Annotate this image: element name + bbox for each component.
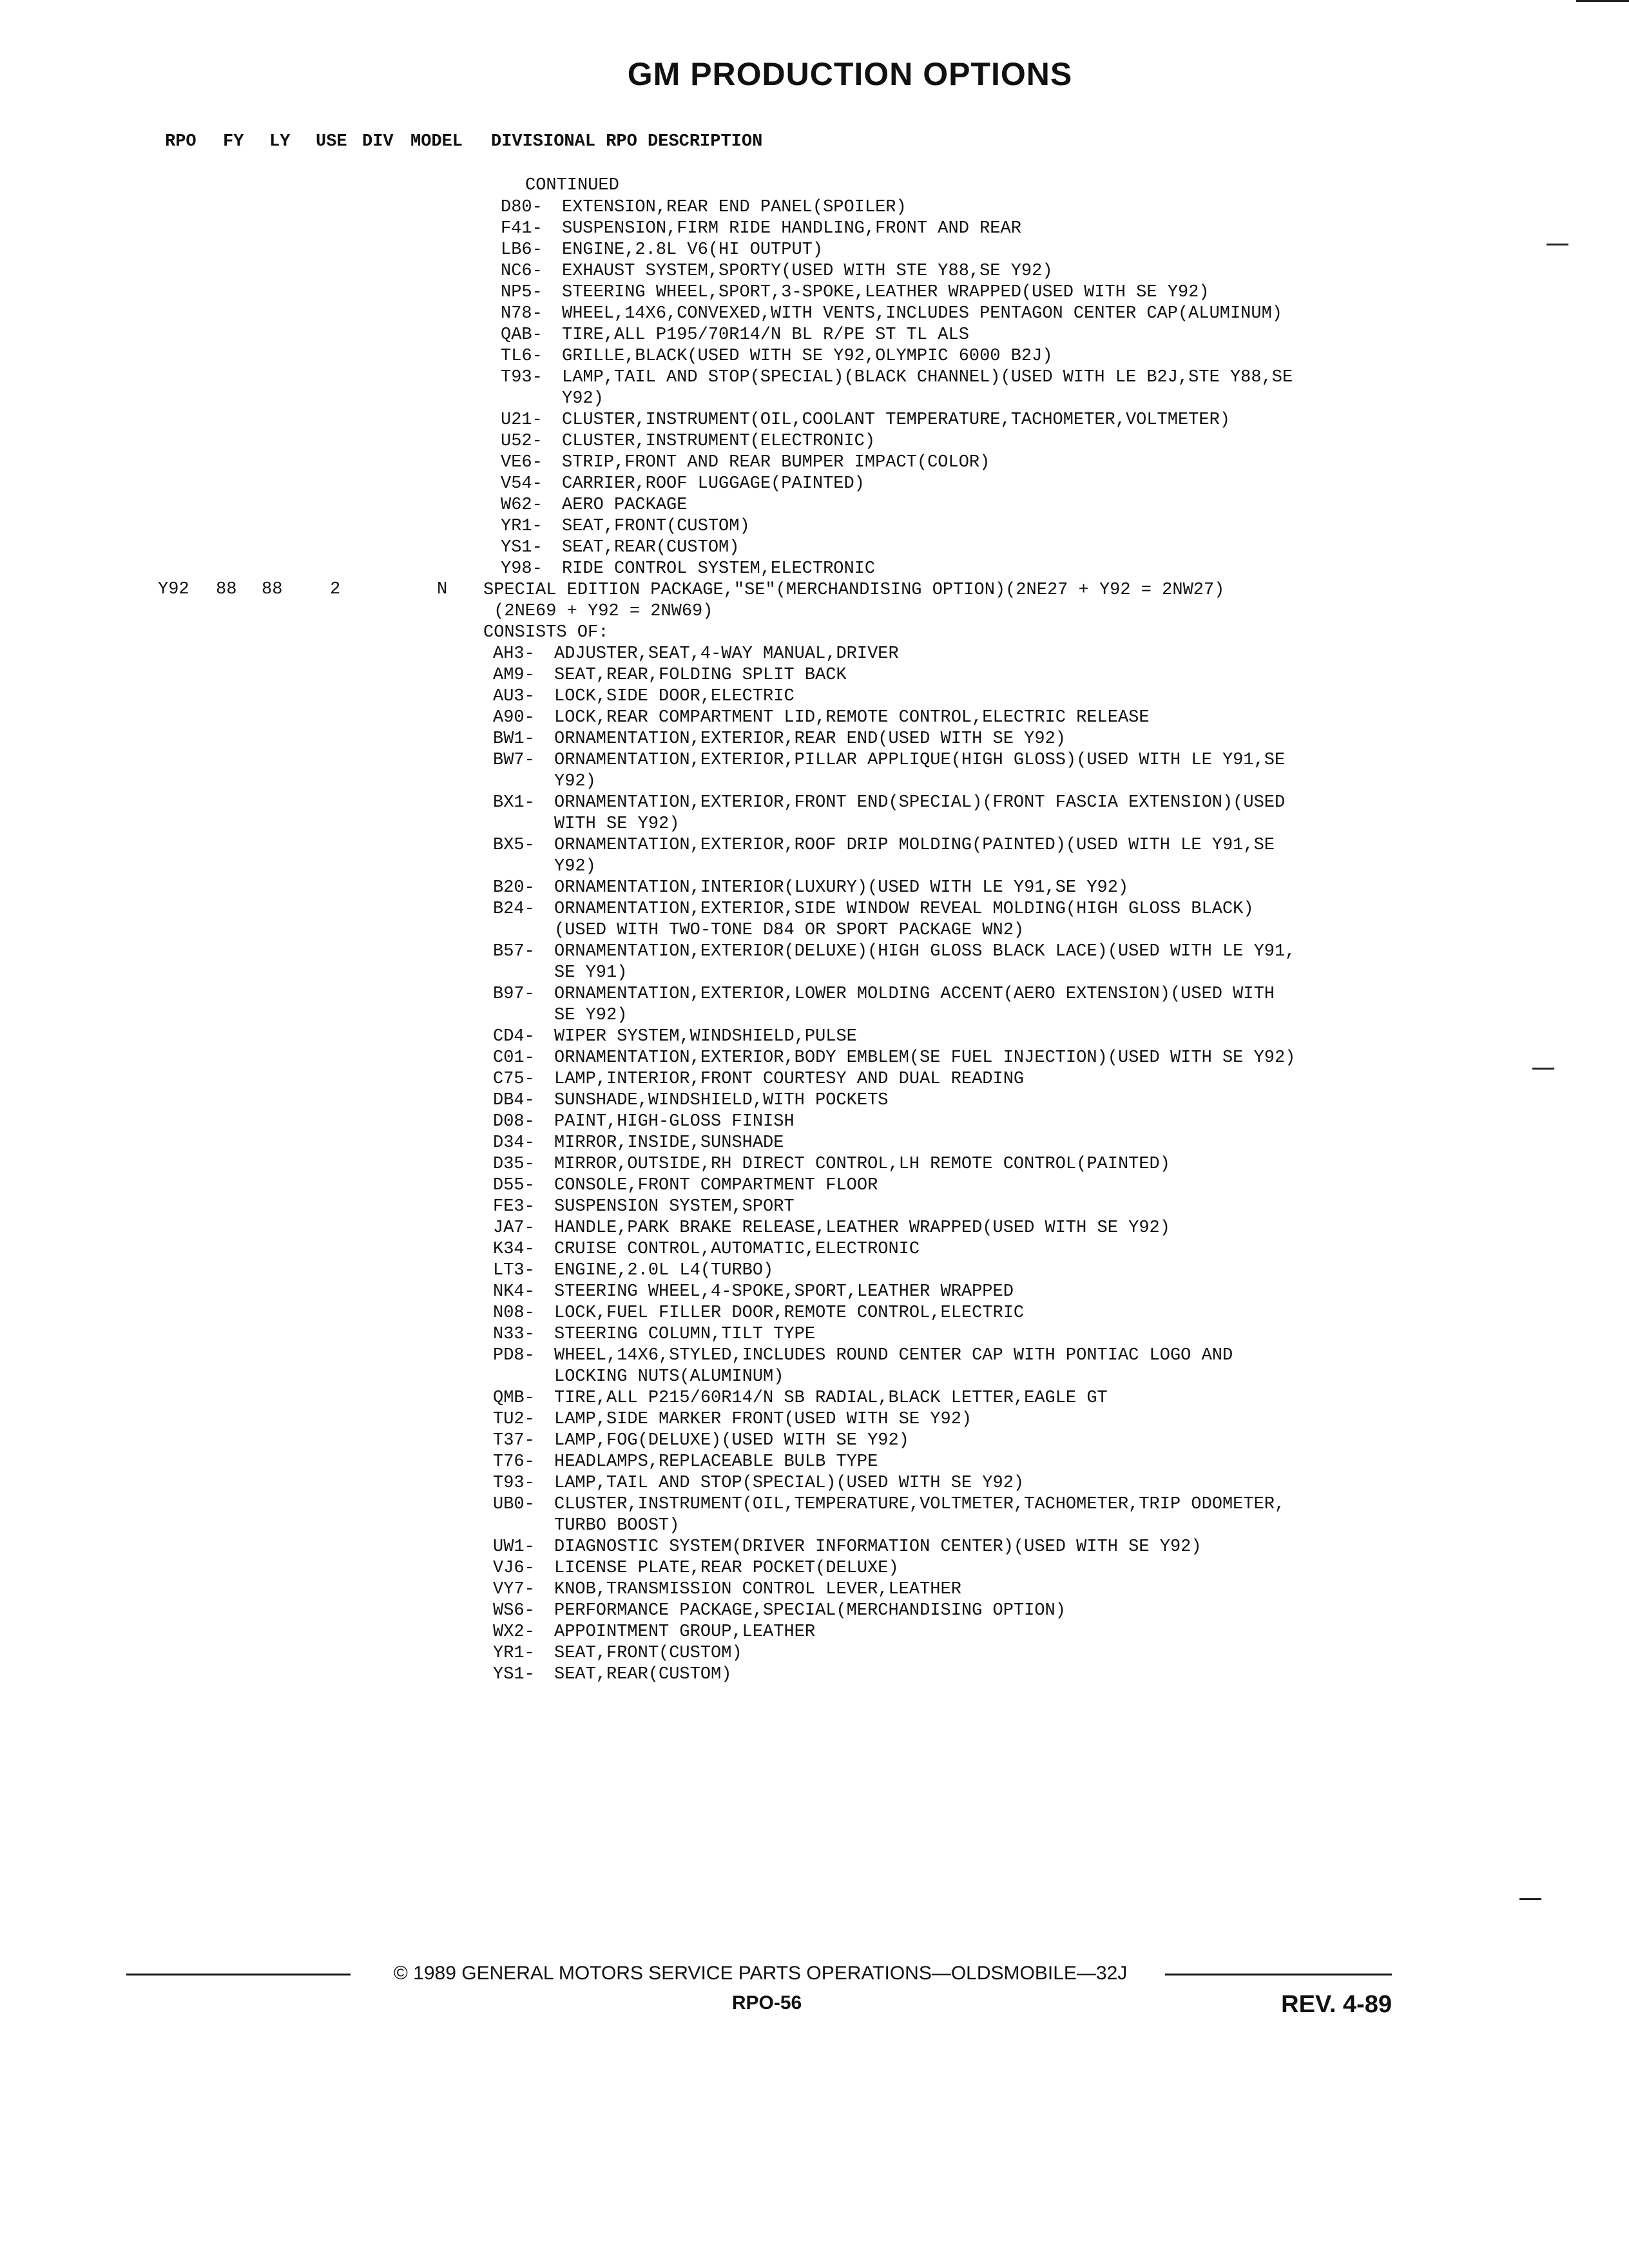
column-header-description: DIVISIONAL RPO DESCRIPTION [491, 132, 763, 151]
rpo-code: BW7- [493, 751, 535, 770]
consists-list [493, 644, 1411, 1686]
rpo-code: B20- [493, 878, 535, 898]
list-item [493, 1324, 1411, 1345]
list-item [493, 1622, 1411, 1643]
rpo-description: TIRE,ALL P215/60R14/N SB RADIAL,BLACK LETTER,EAGLE GT [554, 1389, 1108, 1408]
rpo-description: ENGINE,2.0L L4(TURBO) [554, 1261, 774, 1280]
rpo-code: AH3- [493, 644, 535, 664]
list-item [493, 1430, 1411, 1452]
rpo-description: DIAGNOSTIC SYSTEM(DRIVER INFORMATION CENTER)(USED WITH SE Y92) [554, 1537, 1202, 1557]
rpo-description: ORNAMENTATION,EXTERIOR(DELUXE)(HIGH GLOSS BLACK LACE)(USED WITH LE Y91, [554, 942, 1296, 961]
list-item [493, 1303, 1411, 1324]
footer-copyright: © 1989 GENERAL MOTORS SERVICE PARTS OPERATIONS—OLDSMOBILE—32J [393, 1963, 1128, 1984]
edge-mark [1547, 244, 1568, 245]
rpo-description: LOCK,REAR COMPARTMENT LID,REMOTE CONTROL,ELECTRIC RELEASE [554, 708, 1150, 727]
list-item [493, 793, 1411, 814]
edge-mark [1519, 1898, 1541, 1900]
rpo-code: YS1- [501, 538, 543, 557]
list-item [493, 1154, 1411, 1175]
rpo-code [493, 1005, 554, 1026]
rpo-code: D08- [493, 1112, 535, 1131]
list-item [501, 240, 1419, 261]
rpo-description: (USED WITH TWO-TONE D84 OR SPORT PACKAGE WN2) [554, 921, 1025, 940]
rpo-code: LT3- [493, 1261, 535, 1280]
list-item [501, 346, 1419, 367]
list-item [493, 707, 1411, 729]
rpo-code: QAB- [501, 325, 543, 345]
rpo-code: UW1- [493, 1537, 535, 1557]
list-item [501, 537, 1419, 559]
list-item [493, 1069, 1411, 1090]
rpo-description: ORNAMENTATION,EXTERIOR,ROOF DRIP MOLDING(PAINTED)(USED WITH LE Y91,SE [554, 836, 1275, 855]
rpo-description: ORNAMENTATION,EXTERIOR,PILLAR APPLIQUE(HIGH GLOSS)(USED WITH LE Y91,SE [554, 751, 1286, 770]
rpo-code: U52- [501, 432, 543, 451]
list-item [493, 1600, 1411, 1622]
page-title: GM PRODUCTION OPTIONS [627, 56, 1073, 92]
list-item [493, 963, 1411, 984]
list-item [501, 495, 1419, 516]
list-item [493, 1367, 1411, 1388]
rpo-code [493, 771, 554, 793]
rpo-description: GRILLE,BLACK(USED WITH SE Y92,OLYMPIC 6000 B2J) [562, 347, 1053, 366]
footer-rule-left [126, 1974, 351, 1975]
rpo-description: PAINT,HIGH-GLOSS FINISH [554, 1112, 795, 1131]
list-item [501, 474, 1419, 495]
rpo-description: ADJUSTER,SEAT,4-WAY MANUAL,DRIVER [554, 644, 899, 664]
rpo-description: ORNAMENTATION,INTERIOR(LUXURY)(USED WITH LE Y91,SE Y92) [554, 878, 1129, 898]
option-description-line: (2NE69 + Y92 = 2NW69) [483, 602, 713, 621]
rpo-description: CARRIER,ROOF LUGGAGE(PAINTED) [562, 474, 865, 494]
rpo-description: WIPER SYSTEM,WINDSHIELD,PULSE [554, 1027, 857, 1046]
rpo-description: ORNAMENTATION,EXTERIOR,SIDE WINDOW REVEAL MOLDING(HIGH GLOSS BLACK) [554, 899, 1254, 919]
rpo-code: BX5- [493, 836, 535, 855]
column-header-div: DIV [362, 132, 394, 151]
rpo-description: SE Y92) [554, 1006, 628, 1025]
list-item [493, 899, 1411, 920]
rpo-code: D55- [493, 1176, 535, 1195]
rpo-description: LAMP,FOG(DELUXE)(USED WITH SE Y92) [554, 1431, 909, 1450]
list-item [493, 1473, 1411, 1494]
rpo-code: T76- [493, 1452, 535, 1472]
list-item [493, 771, 1411, 793]
list-item [493, 920, 1411, 941]
list-item [493, 1558, 1411, 1579]
rpo-code: F41- [501, 219, 543, 238]
rpo-code: AM9- [493, 666, 535, 685]
rpo-description: SUSPENSION,FIRM RIDE HANDLING,FRONT AND REAR [562, 219, 1021, 238]
rpo-description: LAMP,TAIL AND STOP(SPECIAL)(BLACK CHANNEL)(USED WITH LE B2J,STE Y88,SE [562, 368, 1293, 387]
list-item [493, 856, 1411, 878]
list-item [493, 1409, 1411, 1430]
list-item [493, 1239, 1411, 1260]
option-description [483, 580, 1224, 644]
rpo-code: D80- [501, 198, 543, 217]
list-item [493, 665, 1411, 686]
list-item [501, 261, 1419, 282]
continued-label: CONTINUED [525, 176, 619, 195]
rpo-code [493, 920, 554, 941]
rpo-code: NP5- [501, 283, 543, 302]
edge-mark [1532, 1068, 1554, 1070]
column-header-ly: LY [269, 132, 291, 151]
list-item [501, 367, 1419, 389]
rpo-description: LAMP,TAIL AND STOP(SPECIAL)(USED WITH SE Y92) [554, 1474, 1025, 1493]
rpo-description: KNOB,TRANSMISSION CONTROL LEVER,LEATHER [554, 1580, 961, 1599]
list-item [493, 835, 1411, 856]
list-item [493, 814, 1411, 835]
rpo-description: Y92) [554, 857, 596, 876]
rpo-description: LAMP,INTERIOR,FRONT COURTESY AND DUAL READING [554, 1070, 1025, 1089]
list-item [493, 941, 1411, 963]
rpo-code: NC6- [501, 262, 543, 281]
rpo-code: AU3- [493, 687, 535, 706]
rpo-code: BW1- [493, 729, 535, 749]
rpo-description: TURBO BOOST) [554, 1516, 680, 1535]
rpo-description: ORNAMENTATION,EXTERIOR,REAR END(USED WITH SE Y92) [554, 729, 1066, 749]
rpo-code: D35- [493, 1155, 535, 1174]
rpo-code: K34- [493, 1240, 535, 1259]
rpo-description: Y92) [562, 389, 604, 408]
list-item [493, 1345, 1411, 1367]
column-header-fy: FY [223, 132, 244, 151]
rpo-description: STEERING WHEEL,4-SPOKE,SPORT,LEATHER WRAPPED [554, 1282, 1014, 1302]
rpo-code: YS1- [493, 1665, 535, 1684]
list-item [493, 750, 1411, 771]
rpo-description: APPOINTMENT GROUP,LEATHER [554, 1622, 816, 1642]
rpo-description: LOCKING NUTS(ALUMINUM) [554, 1367, 784, 1387]
rpo-description: SEAT,REAR(CUSTOM) [554, 1665, 732, 1684]
list-item [501, 325, 1419, 346]
rpo-code [493, 814, 554, 835]
list-item [493, 1494, 1411, 1515]
column-header-rpo: RPO [165, 132, 197, 151]
rpo-description: LOCK,FUEL FILLER DOOR,REMOTE CONTROL,ELECTRIC [554, 1303, 1025, 1323]
rpo-description: WHEEL,14X6,CONVEXED,WITH VENTS,INCLUDES PENTAGON CENTER CAP(ALUMINUM) [562, 304, 1282, 323]
list-item [493, 1133, 1411, 1154]
continued-list [501, 197, 1419, 580]
rpo-description: SE Y91) [554, 963, 628, 983]
list-item [493, 1048, 1411, 1069]
rpo-description: WITH SE Y92) [554, 814, 680, 834]
rpo-description: HEADLAMPS,REPLACEABLE BULB TYPE [554, 1452, 878, 1472]
rpo-description: Y92) [554, 772, 596, 791]
list-item [501, 197, 1419, 218]
list-item [493, 1026, 1411, 1048]
rpo-description: LOCK,SIDE DOOR,ELECTRIC [554, 687, 795, 706]
rpo-description: AERO PACKAGE [562, 495, 688, 515]
rpo-description: EXTENSION,REAR END PANEL(SPOILER) [562, 198, 907, 217]
rpo-code: JA7- [493, 1218, 535, 1238]
rpo-description: CLUSTER,INSTRUMENT(ELECTRONIC) [562, 432, 876, 451]
list-item [501, 218, 1419, 240]
rpo-code: T93- [501, 368, 543, 387]
rpo-code: FE3- [493, 1197, 535, 1216]
list-item [493, 644, 1411, 665]
option-div: 2 [330, 580, 341, 599]
rpo-code: PD8- [493, 1346, 535, 1365]
rpo-description: SEAT,REAR,FOLDING SPLIT BACK [554, 666, 847, 685]
rpo-code: YR1- [493, 1644, 535, 1663]
rpo-code: TL6- [501, 347, 543, 366]
rpo-description: STEERING COLUMN,TILT TYPE [554, 1325, 816, 1344]
rpo-code: V54- [501, 474, 543, 494]
list-item [501, 410, 1419, 431]
list-item [493, 1282, 1411, 1303]
rpo-code: N08- [493, 1303, 535, 1323]
list-item [493, 1388, 1411, 1409]
list-item [493, 1111, 1411, 1133]
rpo-code: VJ6- [493, 1559, 535, 1578]
rpo-code: B57- [493, 942, 535, 961]
rpo-description: ORNAMENTATION,EXTERIOR,FRONT END(SPECIAL)(FRONT FASCIA EXTENSION)(USED [554, 793, 1286, 812]
list-item [501, 516, 1419, 537]
list-item [493, 1218, 1411, 1239]
column-header-use: USE [316, 132, 347, 151]
rpo-description: ORNAMENTATION,EXTERIOR,BODY EMBLEM(SE FUEL INJECTION)(USED WITH SE Y92) [554, 1048, 1296, 1068]
rpo-description: HANDLE,PARK BRAKE RELEASE,LEATHER WRAPPED(USED WITH SE Y92) [554, 1218, 1170, 1238]
rpo-code: T37- [493, 1431, 535, 1450]
rpo-description: SUSPENSION SYSTEM,SPORT [554, 1197, 795, 1216]
rpo-code: D34- [493, 1133, 535, 1153]
list-item [493, 878, 1411, 899]
rpo-code: WX2- [493, 1622, 535, 1642]
rpo-code [493, 963, 554, 984]
rpo-code: UB0- [493, 1495, 535, 1514]
list-item [501, 431, 1419, 452]
list-item [501, 303, 1419, 325]
rpo-code [501, 389, 562, 410]
list-item [493, 1005, 1411, 1026]
rpo-code: NK4- [493, 1282, 535, 1302]
option-fy: 88 [216, 580, 237, 599]
rpo-code: VY7- [493, 1580, 535, 1599]
rpo-description: CRUISE CONTROL,AUTOMATIC,ELECTRONIC [554, 1240, 920, 1259]
rpo-code: LB6- [501, 240, 543, 260]
rpo-description: MIRROR,INSIDE,SUNSHADE [554, 1133, 784, 1153]
rpo-description: STEERING WHEEL,SPORT,3-SPOKE,LEATHER WRAPPED(USED WITH SE Y92) [562, 283, 1210, 302]
rpo-code: U21- [501, 410, 543, 430]
list-item [501, 389, 1419, 410]
list-item [493, 1515, 1411, 1537]
list-item [493, 1175, 1411, 1196]
rpo-code: B97- [493, 985, 535, 1004]
list-item [493, 1664, 1411, 1686]
rpo-description: CLUSTER,INSTRUMENT(OIL,TEMPERATURE,VOLTMETER,TACHOMETER,TRIP ODOMETER, [554, 1495, 1286, 1514]
rpo-description: STRIP,FRONT AND REAR BUMPER IMPACT(COLOR) [562, 453, 990, 472]
rpo-code: C75- [493, 1070, 535, 1089]
column-header-model: MODEL [410, 132, 463, 151]
rpo-code [493, 1515, 554, 1537]
rpo-description: CONSOLE,FRONT COMPARTMENT FLOOR [554, 1176, 878, 1195]
column-headers [0, 132, 1629, 158]
footer-revision: REV. 4-89 [1281, 1991, 1392, 2018]
list-item [493, 729, 1411, 750]
footer-page-number: RPO-56 [731, 1992, 802, 2013]
rpo-code: WS6- [493, 1601, 535, 1620]
option-rpo: Y92 [158, 580, 189, 599]
list-item [493, 1452, 1411, 1473]
rpo-description: TIRE,ALL P195/70R14/N BL R/PE ST TL ALS [562, 325, 969, 345]
rpo-code [493, 856, 554, 878]
rpo-code: QMB- [493, 1389, 535, 1408]
rpo-code: B24- [493, 899, 535, 919]
rpo-code: N33- [493, 1325, 535, 1344]
list-item [493, 984, 1411, 1005]
rpo-description: SEAT,FRONT(CUSTOM) [554, 1644, 742, 1663]
option-description-line: CONSISTS OF: [483, 623, 609, 642]
rpo-description: SEAT,REAR(CUSTOM) [562, 538, 740, 557]
rpo-code: A90- [493, 708, 535, 727]
rpo-description: CLUSTER,INSTRUMENT(OIL,COOLANT TEMPERATURE,TACHOMETER,VOLTMETER) [562, 410, 1230, 430]
rpo-code: N78- [501, 304, 543, 323]
list-item [493, 1196, 1411, 1218]
rpo-code [493, 1367, 554, 1388]
option-model: N [437, 580, 448, 599]
rpo-code: BX1- [493, 793, 535, 812]
rpo-code: C01- [493, 1048, 535, 1068]
rpo-description: EXHAUST SYSTEM,SPORTY(USED WITH STE Y88,SE Y92) [562, 262, 1053, 281]
rpo-code: CD4- [493, 1027, 535, 1046]
rpo-description: PERFORMANCE PACKAGE,SPECIAL(MERCHANDISING OPTION) [554, 1601, 1066, 1620]
rpo-description: WHEEL,14X6,STYLED,INCLUDES ROUND CENTER CAP WITH PONTIAC LOGO AND [554, 1346, 1233, 1365]
rpo-description: MIRROR,OUTSIDE,RH DIRECT CONTROL,LH REMOTE CONTROL(PAINTED) [554, 1155, 1170, 1174]
rpo-description: RIDE CONTROL SYSTEM,ELECTRONIC [562, 559, 876, 579]
rpo-code: TU2- [493, 1410, 535, 1429]
option-description-line: SPECIAL EDITION PACKAGE,"SE"(MERCHANDISING OPTION)(2NE27 + Y92 = 2NW27) [483, 581, 1225, 600]
edge-mark [1576, 0, 1629, 2]
rpo-code: YR1- [501, 517, 543, 536]
list-item [493, 1260, 1411, 1282]
option-ly: 88 [262, 580, 283, 599]
list-item [493, 1537, 1411, 1558]
rpo-description: LAMP,SIDE MARKER FRONT(USED WITH SE Y92) [554, 1410, 972, 1429]
list-item [493, 1090, 1411, 1111]
rpo-code: Y98- [501, 559, 543, 579]
list-item [493, 1579, 1411, 1600]
rpo-description: SEAT,FRONT(CUSTOM) [562, 517, 750, 536]
footer-rule-right [1165, 1974, 1392, 1975]
rpo-description: ORNAMENTATION,EXTERIOR,LOWER MOLDING ACCENT(AERO EXTENSION)(USED WITH [554, 985, 1275, 1004]
rpo-code: DB4- [493, 1091, 535, 1110]
list-item [493, 1643, 1411, 1664]
rpo-code: W62- [501, 495, 543, 515]
rpo-description: ENGINE,2.8L V6(HI OUTPUT) [562, 240, 824, 260]
rpo-description: LICENSE PLATE,REAR POCKET(DELUXE) [554, 1559, 899, 1578]
rpo-description: SUNSHADE,WINDSHIELD,WITH POCKETS [554, 1091, 889, 1110]
rpo-code: T93- [493, 1474, 535, 1493]
list-item [501, 452, 1419, 474]
rpo-code: VE6- [501, 453, 543, 472]
list-item [501, 559, 1419, 580]
list-item [493, 686, 1411, 707]
list-item [501, 282, 1419, 303]
